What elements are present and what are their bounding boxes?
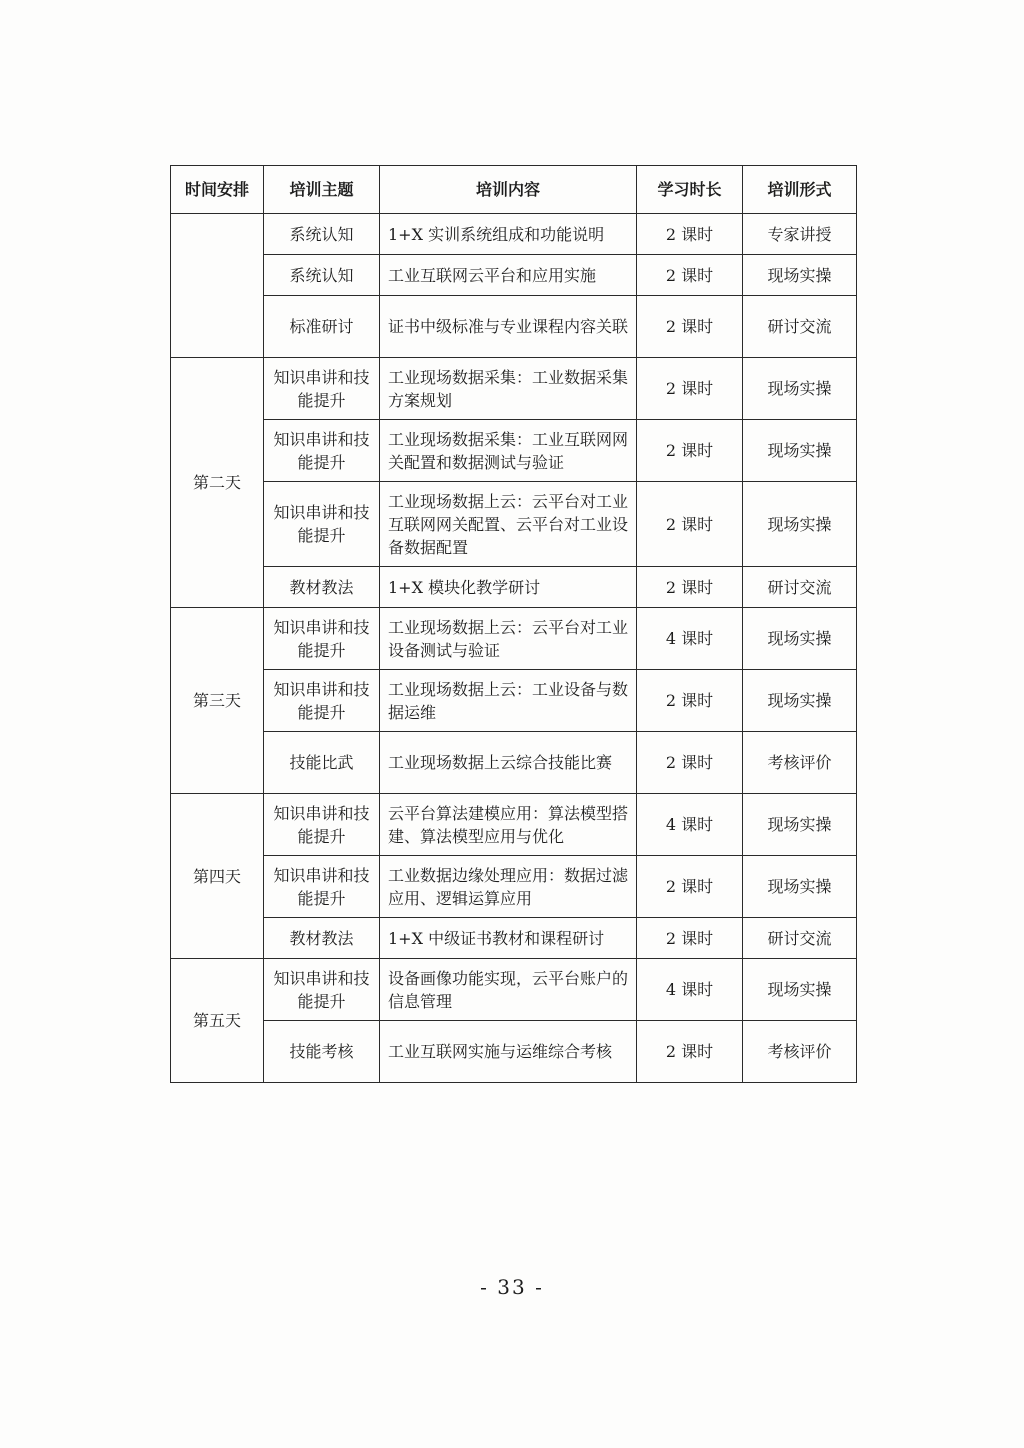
table-row: [171, 732, 857, 794]
topic-cell: 技能比武: [264, 732, 380, 794]
hours-cell: 2 课时: [637, 567, 743, 608]
topic-cell: 知识串讲和技能提升: [264, 482, 380, 567]
content-cell: 设备画像功能实现，云平台账户的信息管理: [380, 959, 637, 1021]
hours-cell: 2 课时: [637, 420, 743, 482]
hours-cell: 2 课时: [637, 358, 743, 420]
hours-cell: 2 课时: [637, 856, 743, 918]
format-cell: 研讨交流: [743, 296, 857, 358]
table-row: [171, 918, 857, 959]
format-cell: 现场实操: [743, 255, 857, 296]
header-hours: 学习时长: [637, 166, 743, 214]
hours-cell: 4 课时: [637, 608, 743, 670]
table-row: [171, 420, 857, 482]
table-row: [171, 608, 857, 670]
hours-cell: 4 课时: [637, 794, 743, 856]
day-cell: [171, 214, 264, 358]
topic-cell: 教材教法: [264, 918, 380, 959]
table-row: [171, 482, 857, 567]
topic-cell: 系统认知: [264, 255, 380, 296]
table-row: [171, 214, 857, 255]
format-cell: 专家讲授: [743, 214, 857, 255]
hours-cell: 2 课时: [637, 918, 743, 959]
hours-cell: 2 课时: [637, 482, 743, 567]
topic-cell: 知识串讲和技能提升: [264, 959, 380, 1021]
topic-cell: 知识串讲和技能提升: [264, 670, 380, 732]
format-cell: 考核评价: [743, 732, 857, 794]
header-format: 培训形式: [743, 166, 857, 214]
content-cell: 1+X 模块化教学研讨: [380, 567, 637, 608]
topic-cell: 标准研讨: [264, 296, 380, 358]
table-row: [171, 567, 857, 608]
format-cell: 现场实操: [743, 420, 857, 482]
content-cell: 工业现场数据上云：云平台对工业互联网网关配置、云平台对工业设备数据配置: [380, 482, 637, 567]
format-cell: 现场实操: [743, 794, 857, 856]
day-cell: 第三天: [171, 608, 264, 794]
hours-cell: 2 课时: [637, 670, 743, 732]
content-cell: 工业现场数据上云综合技能比赛: [380, 732, 637, 794]
table-row: [171, 959, 857, 1021]
hours-cell: 2 课时: [637, 296, 743, 358]
content-cell: 工业现场数据上云：云平台对工业设备测试与验证: [380, 608, 637, 670]
format-cell: 研讨交流: [743, 918, 857, 959]
header-topic: 培训主题: [264, 166, 380, 214]
format-cell: 研讨交流: [743, 567, 857, 608]
format-cell: 现场实操: [743, 358, 857, 420]
day-cell: 第五天: [171, 959, 264, 1083]
content-cell: 1+X 实训系统组成和功能说明: [380, 214, 637, 255]
format-cell: 现场实操: [743, 482, 857, 567]
topic-cell: 知识串讲和技能提升: [264, 856, 380, 918]
format-cell: 现场实操: [743, 959, 857, 1021]
hours-cell: 2 课时: [637, 255, 743, 296]
content-cell: 证书中级标准与专业课程内容关联: [380, 296, 637, 358]
topic-cell: 知识串讲和技能提升: [264, 608, 380, 670]
content-cell: 工业数据边缘处理应用：数据过滤应用、逻辑运算应用: [380, 856, 637, 918]
format-cell: 现场实操: [743, 670, 857, 732]
format-cell: 考核评价: [743, 1021, 857, 1083]
content-cell: 工业互联网实施与运维综合考核: [380, 1021, 637, 1083]
table-row: [171, 670, 857, 732]
table-row: [171, 255, 857, 296]
page-number: - 33 -: [480, 1275, 544, 1299]
table-header-row: [171, 166, 857, 214]
training-schedule-table: [170, 165, 857, 1083]
content-cell: 工业互联网云平台和应用实施: [380, 255, 637, 296]
table-row: [171, 296, 857, 358]
hours-cell: 2 课时: [637, 1021, 743, 1083]
day-cell: 第四天: [171, 794, 264, 959]
day-cell: 第二天: [171, 358, 264, 608]
header-content: 培训内容: [380, 166, 637, 214]
content-cell: 工业现场数据采集：工业互联网网关配置和数据测试与验证: [380, 420, 637, 482]
table-row: [171, 358, 857, 420]
content-cell: 1+X 中级证书教材和课程研讨: [380, 918, 637, 959]
table-row: [171, 856, 857, 918]
topic-cell: 知识串讲和技能提升: [264, 358, 380, 420]
format-cell: 现场实操: [743, 608, 857, 670]
table-row: [171, 1021, 857, 1083]
topic-cell: 知识串讲和技能提升: [264, 794, 380, 856]
topic-cell: 知识串讲和技能提升: [264, 420, 380, 482]
hours-cell: 4 课时: [637, 959, 743, 1021]
hours-cell: 2 课时: [637, 214, 743, 255]
content-cell: 工业现场数据上云：工业设备与数据运维: [380, 670, 637, 732]
format-cell: 现场实操: [743, 856, 857, 918]
topic-cell: 教材教法: [264, 567, 380, 608]
header-time: 时间安排: [171, 166, 264, 214]
hours-cell: 2 课时: [637, 732, 743, 794]
content-cell: 云平台算法建模应用：算法模型搭建、算法模型应用与优化: [380, 794, 637, 856]
topic-cell: 系统认知: [264, 214, 380, 255]
table-row: [171, 794, 857, 856]
content-cell: 工业现场数据采集：工业数据采集方案规划: [380, 358, 637, 420]
topic-cell: 技能考核: [264, 1021, 380, 1083]
